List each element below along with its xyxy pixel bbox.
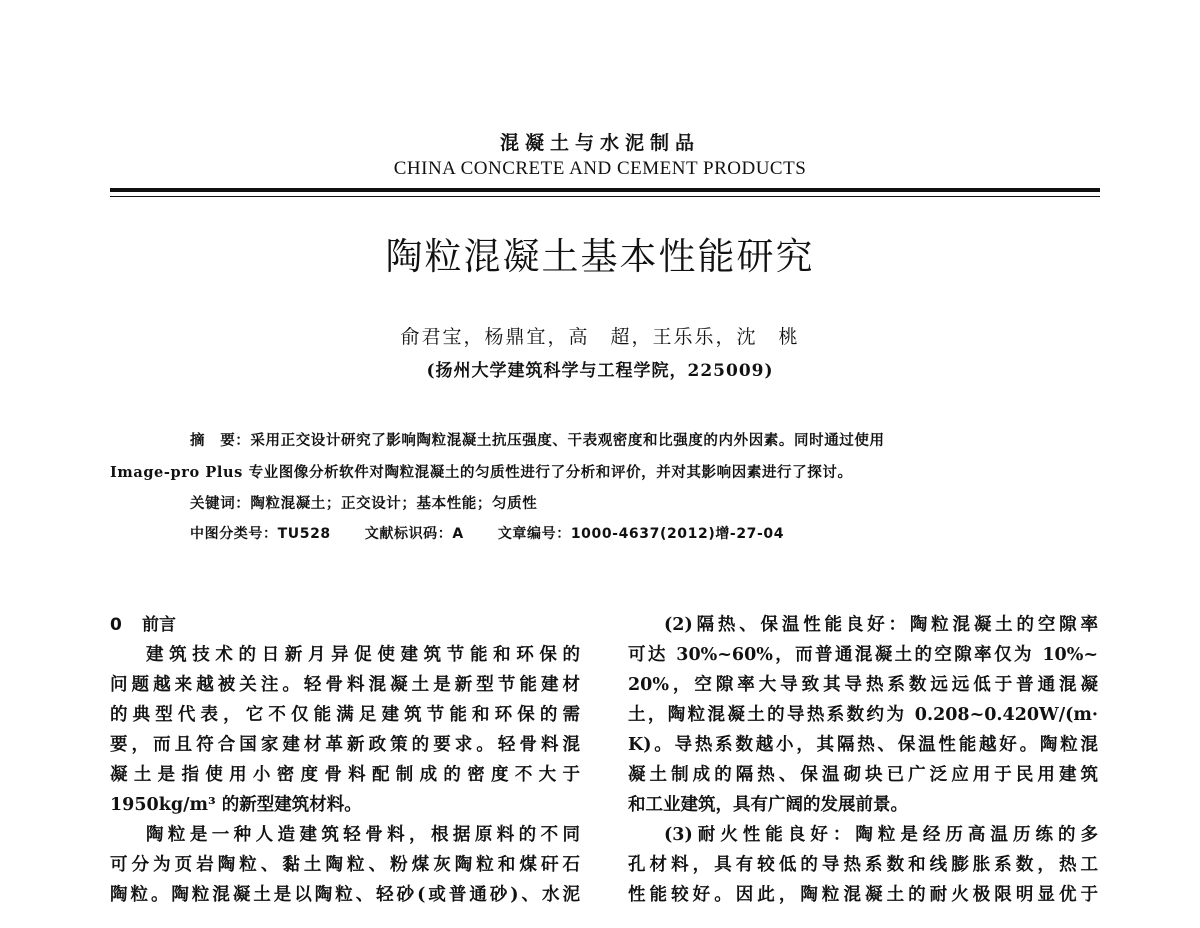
keywords-line — [190, 492, 537, 513]
text-line: 问题越来越被关注。轻骨料混凝土是新型节能建材 — [110, 675, 580, 695]
abstract-text-1: 采用正交设计研究了影响陶粒混凝土抗压强度、干表观密度和比强度的内外因素。同时通过使用 — [250, 432, 885, 449]
text-line: 陶粒是一种人造建筑轻骨料，根据原料的不同 — [146, 825, 580, 845]
text-line: 建筑技术的日新月异促使建筑节能和环保的 — [146, 645, 580, 665]
text-line: 20%，空隙率大导致其导热系数远远低于普通混凝 — [628, 675, 1098, 695]
clc-label: 中图分类号： — [190, 526, 278, 542]
article-title: 陶粒混凝土基本性能研究 — [385, 235, 815, 278]
journal-name-cn: 混凝土与水泥制品 — [499, 132, 700, 154]
article-affiliation: (扬州大学建筑科学与工程学院，225009) — [426, 361, 774, 381]
abstract-line-1 — [190, 429, 885, 450]
article-no-label: 文章编号： — [497, 526, 571, 542]
text-line: 和工业建筑，具有广阔的发展前景。 — [628, 795, 908, 815]
text-line: 性能较好。因此，陶粒混凝土的耐火极限明显优于 — [628, 885, 1098, 905]
abstract-label: 摘 要： — [190, 432, 251, 449]
text-line: 1950kg/m³ 的新型建筑材料。 — [110, 795, 362, 815]
article-authors: 俞君宝，杨鼎宜，高 超，王乐乐，沈 桃 — [400, 326, 800, 348]
keywords-label: 关键词： — [190, 495, 251, 512]
text-line: 的典型代表，它不仅能满足建筑节能和环保的需 — [110, 705, 580, 725]
paragraph-intro-2 — [110, 820, 580, 910]
section-heading — [110, 610, 580, 640]
doc-code-label: 文献标识码： — [364, 526, 453, 542]
text-line: 要，而且符合国家建材革新政策的要求。轻骨料混 — [110, 735, 580, 755]
text-line: K)。导热系数越小，其隔热、保温性能越好。陶粒混 — [628, 735, 1098, 755]
text-line: 可分为页岩陶粒、黏土陶粒、粉煤灰陶粒和煤矸石 — [110, 855, 580, 875]
paragraph-intro-1 — [110, 640, 580, 820]
paragraph-insulation — [628, 610, 1098, 820]
body-column-left — [110, 610, 580, 910]
text-line: 陶粒。陶粒混凝土是以陶粒、轻砂(或普通砂)、水泥 — [110, 885, 580, 905]
text-line: 孔材料，具有较低的导热系数和线膨胀系数，热工 — [628, 855, 1098, 875]
text-line: 凝土制成的隔热、保温砌块已广泛应用于民用建筑 — [628, 765, 1098, 785]
abstract-line-2 — [110, 461, 853, 482]
clc-value: TU528 — [277, 526, 331, 542]
classification-line — [190, 523, 784, 543]
article-no-value: 1000-4637(2012)增-27-04 — [570, 526, 785, 542]
section-title: 前言 — [142, 615, 176, 635]
text-line: 凝土是指使用小密度骨料配制成的密度不大于 — [110, 765, 580, 785]
text-line: (3)耐火性能良好：陶粒是经历高温历练的多 — [664, 825, 1098, 845]
doc-code-value: A — [452, 526, 464, 542]
abstract-text-2: Image-pro Plus 专业图像分析软件对陶粒混凝土的匀质性进行了分析和评价，并对其影响因素进行了探讨。 — [110, 464, 853, 481]
text-line: 土，陶粒混凝土的导热系数约为 0.208~0.420W/(m· — [628, 705, 1098, 725]
keywords-text: 陶粒混凝土；正交设计；基本性能；匀质性 — [250, 495, 538, 512]
text-line: (2)隔热、保温性能良好：陶粒混凝土的空隙率 — [664, 615, 1098, 635]
body-column-right — [628, 610, 1098, 910]
text-line: 可达 30%~60%，而普通混凝土的空隙率仅为 10%~ — [628, 645, 1098, 665]
header-rule-thick — [110, 188, 1100, 192]
journal-name-en: CHINA CONCRETE AND CEMENT PRODUCTS — [393, 158, 807, 179]
paragraph-fire-resistance — [628, 820, 1098, 910]
header-rule-thin — [110, 196, 1100, 197]
section-number: 0 — [110, 615, 122, 635]
